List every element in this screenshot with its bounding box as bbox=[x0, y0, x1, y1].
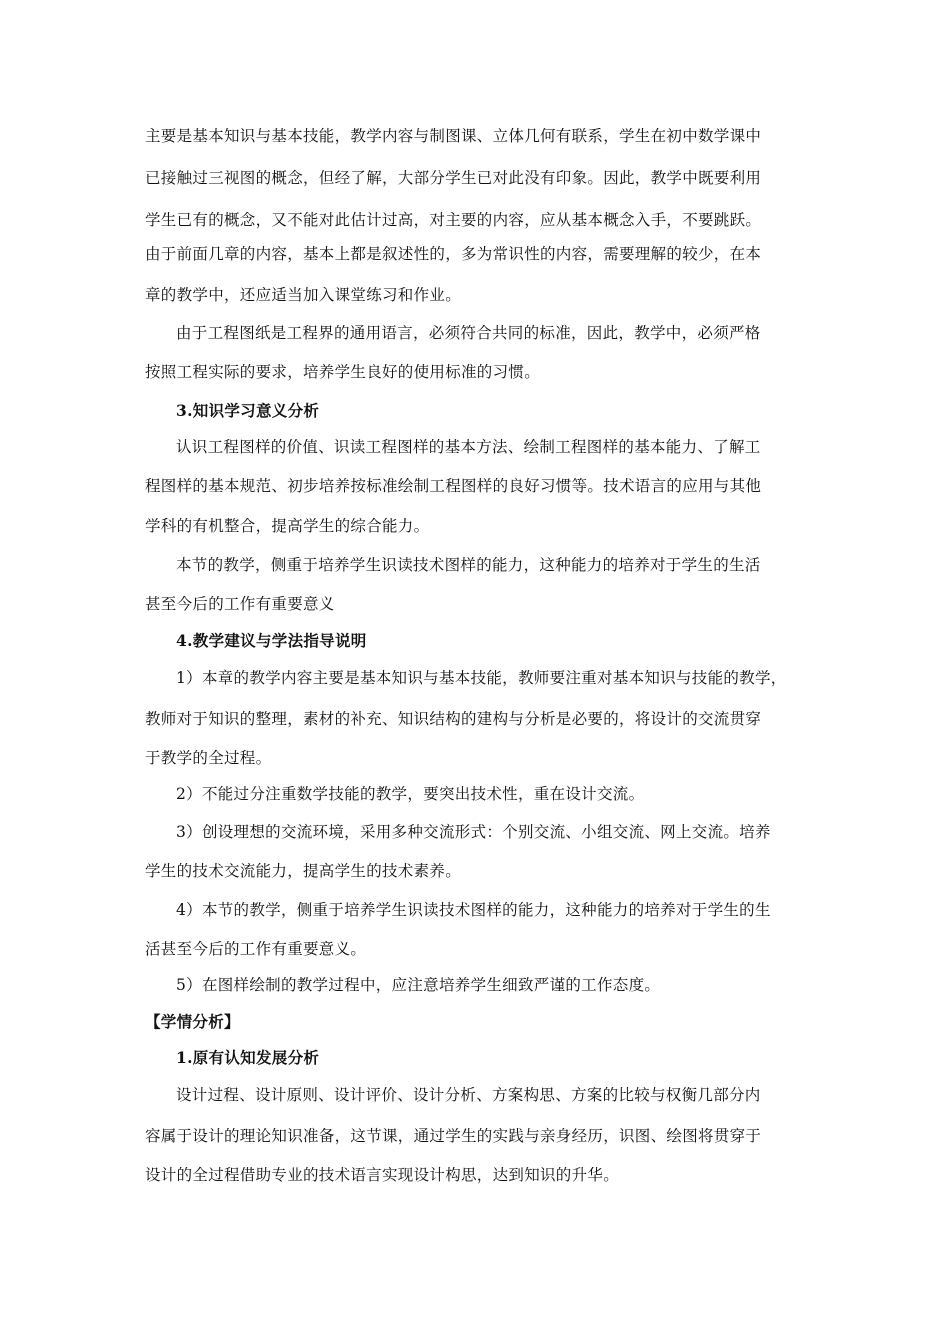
body-text-line: 主要是基本知识与基本技能，教学内容与制图课、立体几何有联系，学生在初中数学课中 bbox=[145, 127, 762, 145]
list-item-line: 3）创设理想的交流环境，采用多种交流形式：个别交流、小组交流、网上交流。培养 bbox=[176, 823, 771, 841]
body-text-line: 学科的有机整合，提高学生的综合能力。 bbox=[145, 517, 430, 535]
section-heading: 4.教学建议与学法指导说明 bbox=[176, 631, 367, 650]
list-item-line: 学生的技术交流能力，提高学生的技术素养。 bbox=[145, 862, 462, 880]
body-text-line: 设计过程、设计原则、设计评价、设计分析、方案构思、方案的比较与权衡几部分内 bbox=[176, 1086, 761, 1104]
body-text-line: 认识工程图样的价值、识读工程图样的基本方法、绘制工程图样的基本能力、了解工 bbox=[176, 438, 761, 456]
body-text-line: 程图样的基本规范、初步培养按标准绘制工程图样的良好习惯等。技术语言的应用与其他 bbox=[145, 477, 762, 495]
chapter-heading: 【学情分析】 bbox=[145, 1012, 240, 1031]
body-text-line: 容属于设计的理论知识准备，这节课，通过学生的实践与亲身经历，识图、绘图将贯穿于 bbox=[145, 1127, 762, 1145]
list-item-line: 活甚至今后的工作有重要意义。 bbox=[145, 940, 367, 958]
body-text-line: 由于工程图纸是工程界的通用语言，必须符合共同的标准，因此，教学中，必须严格 bbox=[176, 324, 761, 342]
section-heading: 3.知识学习意义分析 bbox=[176, 401, 320, 420]
body-text-line: 本节的教学，侧重于培养学生识读技术图样的能力，这种能力的培养对于学生的生活 bbox=[176, 556, 761, 574]
body-text-line: 由于前面几章的内容，基本上都是叙述性的，多为常识性的内容，需要理解的较少，在本 bbox=[145, 245, 762, 263]
body-text-line: 甚至今后的工作有重要意义 bbox=[145, 595, 335, 613]
list-item-line: 4）本节的教学，侧重于培养学生识读技术图样的能力，这种能力的培养对于学生的生 bbox=[176, 901, 771, 919]
list-item-line: 2）不能过分注重数学技能的教学，要突出技术性，重在设计交流。 bbox=[176, 785, 645, 803]
body-text-line: 按照工程实际的要求，培养学生良好的使用标准的习惯。 bbox=[145, 363, 541, 381]
body-text-line: 学生已有的概念，又不能对此估计过高，对主要的内容，应从基本概念入手，不要跳跃。 bbox=[145, 211, 762, 229]
body-text-line: 章的教学中，还应适当加入课堂练习和作业。 bbox=[145, 286, 462, 304]
body-text-line: 设计的全过程借助专业的技术语言实现设计构思，达到知识的升华。 bbox=[145, 1166, 620, 1184]
list-item-line: 教师对于知识的整理，素材的补充、知识结构的建构与分析是必要的，将设计的交流贯穿 bbox=[145, 710, 762, 728]
list-item-line: 于教学的全过程。 bbox=[145, 749, 272, 767]
body-text-line: 已接触过三视图的概念，但经了解，大部分学生已对此没有印象。因此，教学中既要利用 bbox=[145, 169, 762, 187]
list-item-line: 1）本章的教学内容主要是基本知识与基本技能，教师要注重对基本知识与技能的教学， bbox=[176, 669, 787, 687]
list-item-line: 5）在图样绘制的教学过程中，应注意培养学生细致严谨的工作态度。 bbox=[176, 976, 661, 994]
section-heading: 1.原有认知发展分析 bbox=[176, 1048, 320, 1067]
